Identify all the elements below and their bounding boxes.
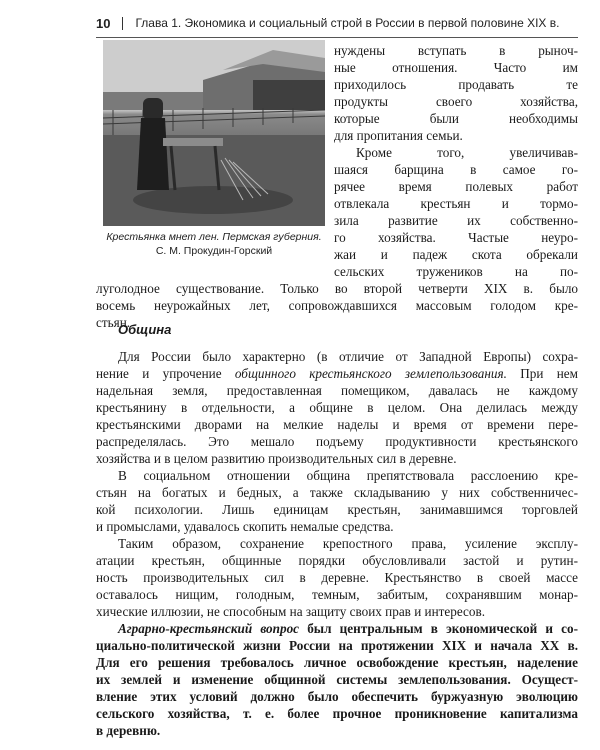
text-line: хические иллюзии, не способным на защиту своих прав и интересов. xyxy=(96,604,486,619)
caption-title: Крестьянка мнет лен. Пермская губерния. xyxy=(106,231,322,243)
text-line: атации крестьян, общинные порядки обусловливали застой и рутин- xyxy=(96,553,578,568)
text-line: рячее время полевых работ xyxy=(334,179,578,194)
page-number: 10 xyxy=(96,15,111,31)
text-line: приходилось продавать те xyxy=(334,77,578,92)
text-line: крестьянскими дворами на мелкие наделы и время от времени пере- xyxy=(96,417,578,432)
text-line: хозяйства и в целом развитию производительных сил в деревне. xyxy=(96,451,457,466)
text-line: луголодное существование. Только во второй четверти XIX в. было xyxy=(96,281,578,296)
caption-author: С. М. Прокудин-Горский xyxy=(155,245,273,257)
text-line: шаяся барщина в самое го- xyxy=(334,162,578,177)
text-line: стьян на богатых и бедных, а также складыванию у них собственничес- xyxy=(96,485,578,500)
text-line: Для его решения требовалось личное освобождение крестьян, наделение xyxy=(96,655,578,670)
text-line: крестьянину в отдельности, а общине в целом. Она делилась между xyxy=(96,400,578,415)
text-line: продукты своего хозяйства, xyxy=(334,94,578,109)
emphasis-term: общинного крестьянского землепользования. xyxy=(234,366,507,381)
text-line: Для России было характерно (в отличие от Западной Европы) сохра- xyxy=(118,349,578,364)
text-line: сельских тружеников на по- xyxy=(334,264,578,279)
text-line: Кроме того, увеличивав- xyxy=(356,145,578,160)
text-run: был центральным в экономической и со- xyxy=(299,621,578,636)
text-run: нение и упрочение xyxy=(96,366,235,381)
text-line: нуждены вступать в рыноч- xyxy=(334,43,578,58)
text-line: вление этих условий должно было обеспечить буржуазную эволюцию xyxy=(96,689,578,704)
running-header xyxy=(96,12,566,34)
header-divider xyxy=(122,17,123,30)
text-line: стьян. xyxy=(96,315,131,330)
photo-illustration xyxy=(103,40,325,226)
text-line: циально-политической жизни России на протяжении XIX и начала XX в. xyxy=(96,638,578,653)
chapter-title: Глава 1. Экономика и социальный строй в России в первой половине XIX в. xyxy=(135,16,560,30)
text-line: ные отношения. Часто им xyxy=(334,60,578,75)
emphasis-term: Аграрно-крестьянский вопрос xyxy=(118,621,300,636)
text-line: восемь неурожайных лет, сопровождавшихся массовым голодом кре- xyxy=(96,298,578,313)
text-line-mixed xyxy=(118,620,578,637)
text-line: которые были необходимы xyxy=(334,111,578,126)
text-line: го хозяйства. Частые неуро- xyxy=(334,230,578,245)
text-line-mixed xyxy=(96,365,578,382)
text-line: отвлекала крестьян и тормо- xyxy=(334,196,578,211)
text-line: жаи и падеж скота обрекали xyxy=(334,247,578,262)
text-line: оставалось нищим, голодным, темным, забитым, сохранявшим монар- xyxy=(96,587,578,602)
photo-caption xyxy=(103,230,325,258)
text-line: и промыслами, удавалось скопить немалые средства. xyxy=(96,519,394,534)
text-line: ность производительных сил в деревне. Крестьянство в своей массе xyxy=(96,570,578,585)
text-run: При нем xyxy=(506,366,578,381)
text-line: Таким образом, сохранение крепостного права, усиление эксплу- xyxy=(118,536,578,551)
text-line: надельная земля, предоставленная помещиком, давалась не каждому xyxy=(96,383,578,398)
text-line: распределялась. Это мешало подъему продуктивности крестьянского xyxy=(96,434,578,449)
text-line: В социальном отношении община препятствовала расслоению кре- xyxy=(118,468,578,483)
text-line: кой психологии. Лишь единицам крестьян, занимавшимся торговлей xyxy=(96,502,578,517)
text-line: зила развитие их собственно- xyxy=(334,213,578,228)
text-line: для пропитания семьи. xyxy=(334,128,463,143)
text-line: в деревню. xyxy=(96,723,161,738)
section-heading: Община xyxy=(118,322,172,337)
text-line: их землей и изменение общинной системы землепользования. Осущест- xyxy=(96,672,578,687)
header-rule xyxy=(96,37,578,38)
text-line: сельского хозяйства, т. е. более прочное проникновение капитализма xyxy=(96,706,578,721)
photo-peasant-woman xyxy=(103,40,325,226)
